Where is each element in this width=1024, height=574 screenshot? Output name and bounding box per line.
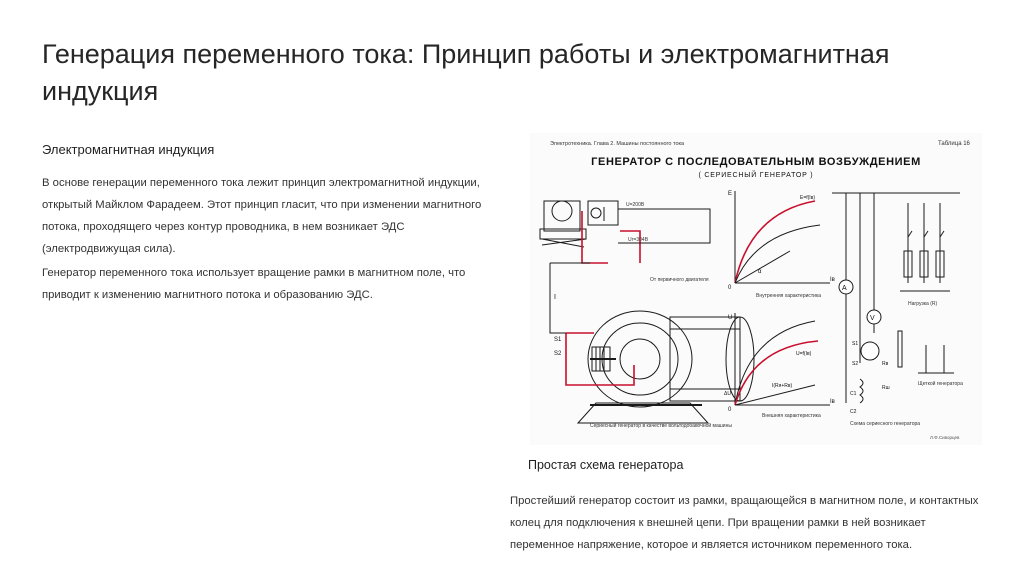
- paragraph-induction: В основе генерации переменного тока лежит принцип электромагнитной индукции, открытый Майклом Фарадеем. Этот принцип гласит, что при изменении магнитного потока, проходящего через контур проводника, в нем возникает ЭДС (электродвижущая сила).: [42, 177, 482, 255]
- label-u-axis: U: [728, 315, 733, 321]
- label-author: Л.Ф.Сиворцев: [930, 435, 960, 440]
- label-c1: C1: [850, 391, 857, 397]
- label-voltmeter: V: [870, 315, 875, 322]
- label-rsh: Rш: [882, 385, 890, 391]
- label-load: Нагрузка (R): [908, 301, 938, 307]
- generator-diagram: [530, 133, 982, 445]
- figure-header-left: Электротехника. Глава 2. Машины постоянного тока: [550, 141, 685, 147]
- label-inner-char: Внутренняя характеристика: [756, 293, 822, 299]
- graph-inner-characteristic: [728, 191, 835, 299]
- paragraph-generator: Генератор переменного тока использует вращение рамки в магнитном поле, что приводит к изменению магнитного потока и образованию ЭДС.: [42, 267, 466, 301]
- label-s2-left: S2: [554, 351, 562, 357]
- label-outer-char: Внешняя характеристика: [762, 413, 821, 419]
- label-uf-curve: U=f(Iв): [796, 351, 812, 357]
- label-delta-u: ΔU: [724, 391, 731, 397]
- machine-illustration: [540, 201, 754, 423]
- slide-title: Генерация переменного тока: Принцип работы и электромагнитная индукция: [42, 39, 890, 106]
- label-ea-curve: E=f(Iв): [800, 195, 816, 201]
- label-ir-drop: I(Rя+Rв): [772, 383, 793, 389]
- figure-header-right: Таблица 16: [938, 141, 970, 147]
- label-ia-axis-1: Iв: [830, 277, 835, 283]
- label-ammeter: A: [842, 285, 847, 292]
- label-series-generator: Сериесный генератор в качестве вольтодобавочной машины: [590, 423, 732, 429]
- label-e-axis: E: [728, 191, 733, 197]
- figure-caption: Простая схема генератора: [528, 458, 684, 472]
- label-from-motor: От первичного двигателя: [650, 277, 709, 283]
- paragraph-simple-generator: Простейший генератор состоит из рамки, вращающейся в магнитном поле, и контактных колец для подключения к внешней цепи. При вращении рамки в ней возникает переменное напряжение, которое и является источником переменного тока.: [510, 495, 979, 551]
- black-circuit-wires: [550, 209, 710, 333]
- graph-outer-characteristic: [724, 313, 835, 419]
- figure-title: ГЕНЕРАТОР С ПОСЛЕДОВАТЕЛЬНЫМ ВОЗБУЖДЕНИЕМ: [591, 156, 921, 168]
- figure-subtitle: ( СЕРИЕСНЫЙ ГЕНЕРАТОР ): [698, 172, 814, 179]
- label-alpha: α: [758, 269, 762, 275]
- label-ia-axis-2: Iв: [830, 399, 835, 405]
- section-heading: Электромагнитная индукция: [42, 142, 215, 157]
- label-s1-left: S1: [554, 337, 562, 343]
- label-u304: Uг=304В: [628, 237, 649, 243]
- label-s1-right: S1: [852, 341, 859, 347]
- label-origin-1: 0: [728, 285, 732, 291]
- label-u200: U=200В: [626, 202, 645, 208]
- schematic-diagram: [832, 193, 960, 403]
- generator-diagram-figure: [530, 133, 982, 445]
- label-brush: Щеткой генератора: [918, 381, 963, 387]
- label-origin-2: 0: [728, 407, 732, 413]
- label-current-i: I: [554, 294, 556, 301]
- label-s2-right: S2: [852, 361, 859, 367]
- label-c2: C2: [850, 409, 857, 415]
- label-rv: Rв: [882, 361, 889, 367]
- label-scheme: Схема сериесного генератора: [850, 421, 921, 427]
